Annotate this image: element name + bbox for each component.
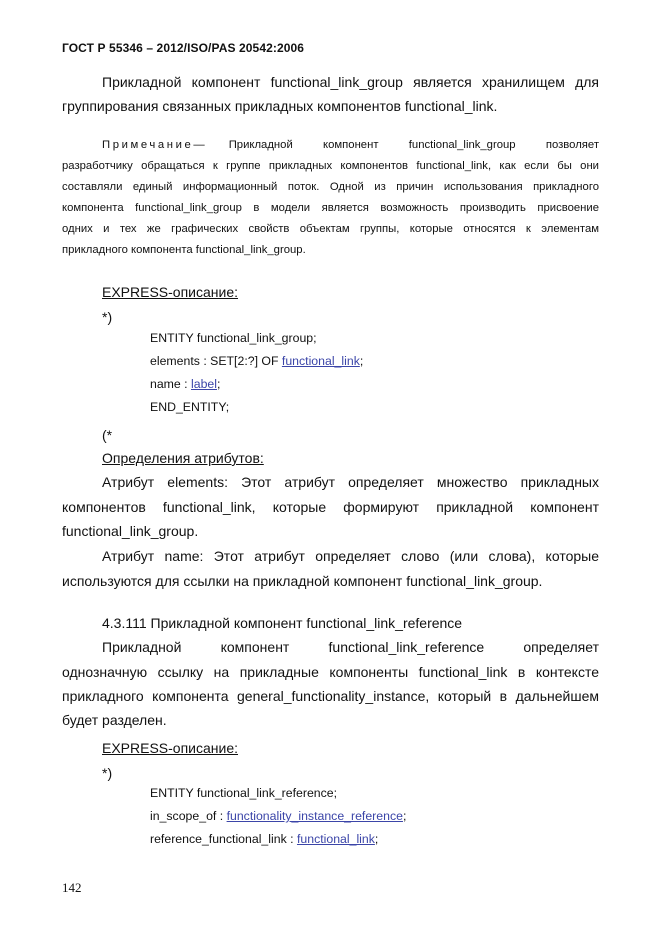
attribute-elements — [150, 354, 363, 368]
express-open-marker: *) — [102, 765, 113, 781]
note-dash: — — [193, 139, 205, 151]
express-open-marker: *) — [102, 309, 113, 325]
section-line-3: прикладного компонента general_functionality_instance, который в дальнейшем — [62, 688, 599, 704]
semicolon: ; — [359, 354, 364, 368]
name-def-line-1: Атрибут name: Этот атрибут определяет слово (или слова), которые — [102, 548, 599, 564]
note-label: Примечание — [102, 139, 194, 151]
semicolon: ; — [374, 832, 379, 846]
semicolon: ; — [217, 377, 221, 391]
note-line-3: составляли единый информационный поток. Одной из причин использования прикладного — [62, 181, 599, 193]
name-def-line-2: используются для ссылки на прикладной компонент functional_link_group. — [62, 573, 543, 589]
note-line-1-text: Прикладной компонент functional_link_group позволяет — [228, 139, 599, 151]
functional-link-type-link[interactable]: functional_link — [296, 832, 375, 846]
note-line-4: компонента functional_link_group в модели является возможность производить присвоение — [62, 202, 599, 214]
attribute-reference-functional-link-decl: reference_functional_link : — [150, 832, 297, 846]
attribute-elements-decl: elements : SET[2:?] OF — [150, 354, 282, 368]
attribute-in-scope-of-decl: in_scope_of : — [150, 809, 227, 823]
attribute-reference-functional-link — [150, 832, 378, 846]
note-line-1 — [102, 139, 599, 151]
intro-line-2: группирования связанных прикладных компонентов functional_link. — [62, 98, 498, 114]
section-line-4: будет разделен. — [62, 712, 167, 728]
elements-def-line-3: functional_link_group. — [62, 523, 199, 539]
express-close-marker: (* — [102, 427, 113, 443]
section-line-1: Прикладной компонент functional_link_reference определяет — [102, 639, 599, 655]
document-header: ГОСТ Р 55346 – 2012/ISO/PAS 20542:2006 — [62, 41, 305, 55]
note-line-2: разработчику обращаться к группе прикладных компонентов functional_link, как если бы они — [62, 160, 599, 172]
label-type-link[interactable]: label — [191, 377, 217, 391]
section-title: 4.3.111 Прикладной компонент functional_link_reference — [102, 615, 463, 631]
end-entity: END_ENTITY; — [150, 400, 230, 414]
semicolon: ; — [402, 809, 407, 823]
functional-link-type-link[interactable]: functional_link — [281, 354, 360, 368]
definitions-heading: Определения атрибутов: — [102, 450, 264, 466]
note-line-5: одних и тех же графических свойств объектам группы, которые относятся к элементам — [62, 223, 599, 235]
entity-declaration: ENTITY functional_link_reference; — [150, 786, 338, 800]
express-heading: EXPRESS-описание: — [102, 740, 239, 756]
functionality-instance-reference-link[interactable]: functionality_instance_reference — [226, 809, 403, 823]
entity-declaration: ENTITY functional_link_group; — [150, 331, 317, 345]
page-number: 142 — [62, 880, 82, 895]
attribute-in-scope-of — [150, 809, 406, 823]
express-heading: EXPRESS-описание: — [102, 284, 239, 300]
note-line-6: прикладного компонента functional_link_group. — [62, 244, 306, 256]
intro-line-1: Прикладной компонент functional_link_group является хранилищем для — [102, 74, 599, 90]
elements-def-line-2: компонентов functional_link, которые формируют прикладной компонент — [62, 499, 599, 515]
elements-def-line-1: Атрибут elements: Этот атрибут определяет множество прикладных — [102, 474, 599, 490]
attribute-name — [150, 377, 220, 391]
attribute-name-decl: name : — [150, 377, 192, 391]
section-line-2: однозначную ссылку на прикладные компоненты functional_link в контексте — [62, 664, 599, 680]
